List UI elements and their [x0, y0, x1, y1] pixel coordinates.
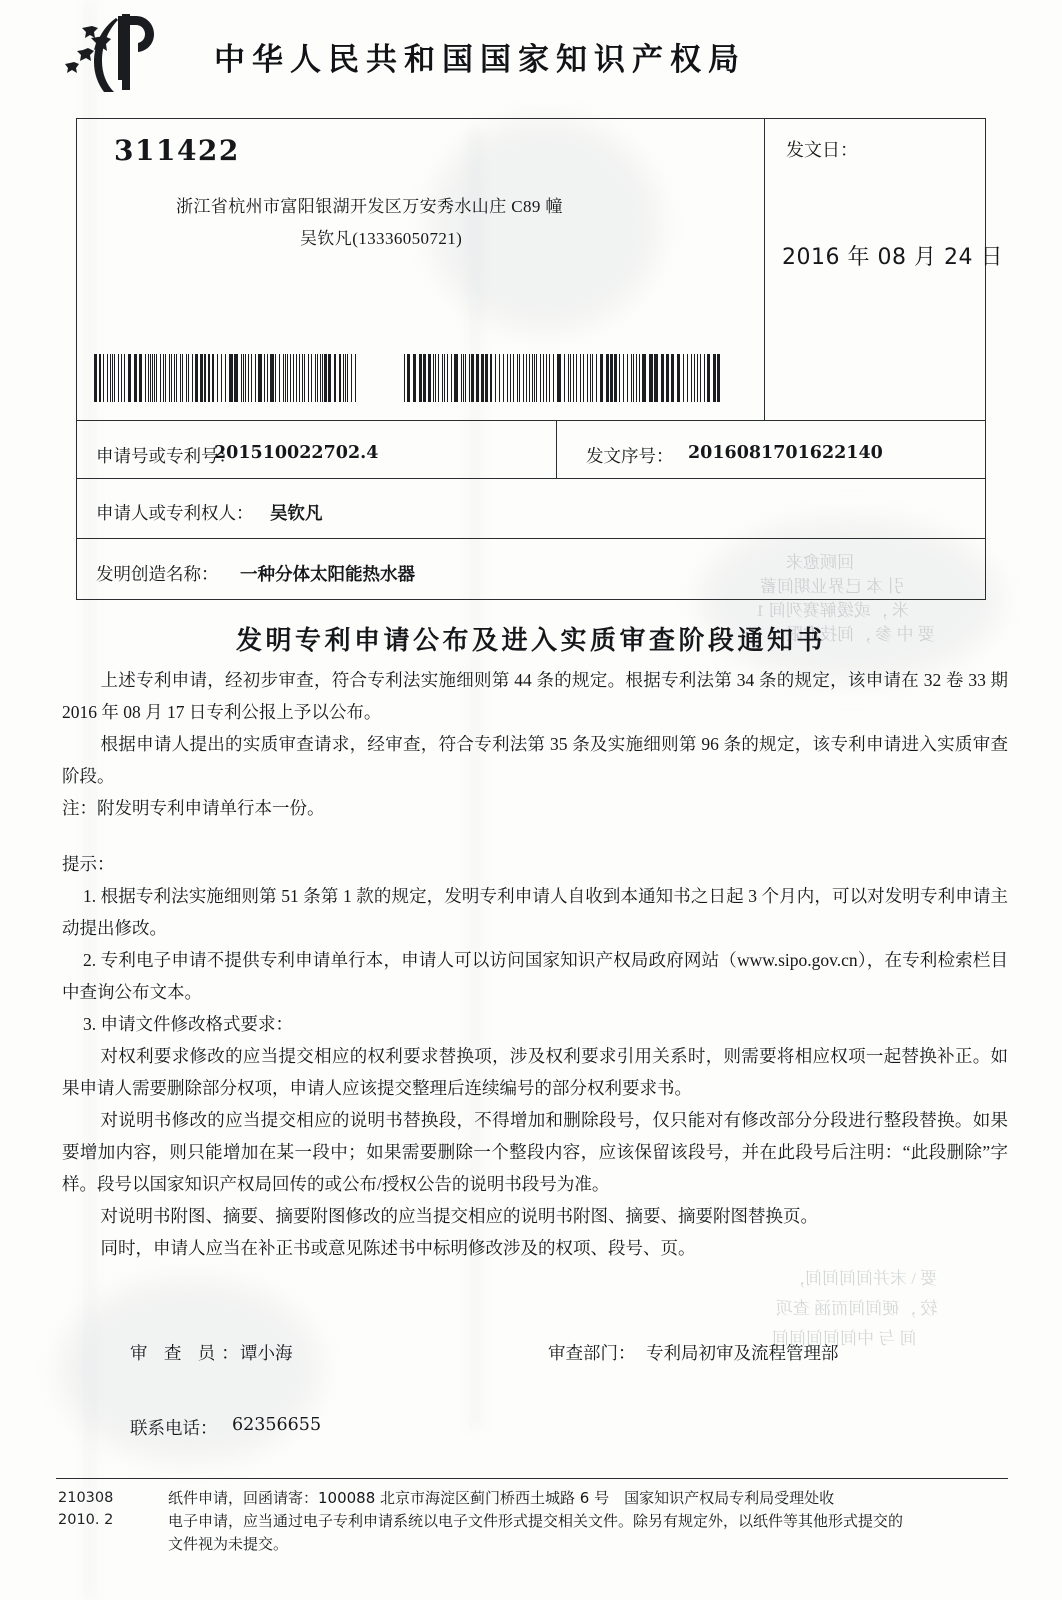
- examiner-name: 谭小海: [240, 1343, 293, 1363]
- phone-value: 62356655: [232, 1415, 322, 1435]
- bleed-through-text: 要 \ 末并间间间间，: [788, 1269, 938, 1288]
- footer-note-1: 纸件申请，回函请寄：100088 北京市海淀区蓟门桥西土城路 6 号 国家知识产权局专利局受理处收: [168, 1489, 835, 1507]
- frame-divider-2: [76, 478, 986, 479]
- department-label: 审查部门：: [548, 1343, 636, 1363]
- applicant-label: 申请人或专利权人：: [96, 503, 254, 523]
- tip-1: 1. 根据专利法实施细则第 51 条第 1 款的规定，发明专利申请人自收到本通知书之日起 3 个月内，可以对发明专利申请主动提出修改。: [62, 886, 1008, 938]
- dispatch-number-value: 2016081701622140: [688, 443, 883, 463]
- recipient-address: 浙江省杭州市富阳银湖开发区万安秀水山庄 C89 幢: [176, 197, 563, 216]
- document-header: [0, 0, 1062, 104]
- notification-body: [62, 664, 1008, 1264]
- sipo-emblem-icon: [58, 12, 178, 94]
- dispatch-number-label: 发文序号：: [586, 446, 674, 466]
- application-number-value: 201510022702.4: [214, 443, 379, 463]
- phone-label: 联系电话：: [130, 1418, 218, 1438]
- tip-3-paragraph-4: 同时，申请人应当在补正书或意见陈述书中标明修改涉及的权项、段号、页。: [100, 1238, 696, 1258]
- frame-divider-1: [76, 420, 986, 421]
- page-title: 中华人民共和国国家知识产权局: [214, 42, 746, 78]
- footer-note-3: 文件视为未提交。: [168, 1535, 289, 1553]
- bleed-through-text: 要 中 参 ，间技准限: [786, 625, 935, 644]
- bleed-through-text: 较 ，硬间间而涵 查项: [776, 1299, 938, 1318]
- bleed-through-text: 回顾愈来: [786, 553, 854, 572]
- tip-3-paragraph-2: 对说明书修改的应当提交相应的说明书替换段，不得增加和删除段号，仅只能对有修改部分分段进行整段替换。如果要增加内容，则只能增加在某一段中；如果需要删除一个整段内容，应该保留该段号，并在此段号后注明：“此段删除”字样。段号以国家知识产权局回传的或公布/授权公告的说明书段号为准。: [62, 1110, 1008, 1194]
- application-number-label: 申请号或专利号：: [96, 446, 236, 466]
- tip-3: 3. 申请文件修改格式要求：: [83, 1014, 293, 1034]
- barcode-dispatch-serial: [404, 354, 722, 402]
- frame-divider-vertical-2: [556, 420, 557, 478]
- body-paragraph-2: 根据申请人提出的实质审查请求，经审查，符合专利法第 35 条及实施细则第 96 条的规定，该专利申请进入实质审查阶段。: [62, 734, 1008, 786]
- recipient-name: 吴钦凡(13336050721): [300, 229, 463, 248]
- form-number-line-1: 210308: [58, 1490, 114, 1506]
- notification-title: 发明专利申请公布及进入实质审查阶段通知书: [235, 626, 826, 655]
- applicant-value: 吴钦凡: [270, 503, 323, 523]
- invention-title-value: 一种分体太阳能热水器: [240, 564, 415, 584]
- tip-3-paragraph-3: 对说明书附图、摘要、摘要附图修改的应当提交相应的说明书附图、摘要、摘要附图替换页。: [100, 1206, 818, 1226]
- zipcode: 311422: [114, 134, 240, 167]
- tips-label: 提示：: [62, 854, 115, 874]
- frame-divider-3: [76, 538, 986, 539]
- tip-3-paragraph-1: 对权利要求修改的应当提交相应的权利要求替换项，涉及权利要求引用关系时，则需要将相应权项一起替换补正。如果申请人需要删除部分权项，申请人应该提交整理后连续编号的部分权利要求书。: [62, 1046, 1008, 1098]
- issue-date-value: 2016 年 08 月 24 日: [782, 245, 1003, 270]
- form-number-line-2: 2010. 2: [58, 1512, 114, 1528]
- bleed-through-text: 间 与 中间间间间间: [772, 1329, 917, 1348]
- tip-2: 2. 专利电子申请不提供专利申请单行本，申请人可以访问国家知识产权局政府网站（www.sipo.gov.cn），在专利检索栏目中查询公布文本。: [62, 950, 1008, 1002]
- footer-notes: [168, 1487, 1008, 1556]
- invention-title-label: 发明创造名称：: [96, 564, 219, 584]
- department-name: 专利局初审及流程管理部: [646, 1343, 839, 1363]
- bleed-through-text: 引 本 已界业期间蓄: [760, 577, 905, 596]
- barcode-application-number: [94, 354, 362, 402]
- footer-divider: [56, 1478, 1008, 1479]
- bleed-through-text: 米 ，或缓解赛列间 1: [756, 601, 909, 620]
- issue-date-label: 发文日：: [786, 140, 858, 160]
- body-paragraph-1: 上述专利申请，经初步审查，符合专利法实施细则第 44 条的规定。根据专利法第 34 条的规定，该申请在 32 卷 33 期 2016 年 08 月 17 日专利公报上予以公布。: [62, 670, 1008, 722]
- footer-note-2: 电子申请，应当通过电子专利申请系统以电子文件形式提交相关文件。除另有规定外，以纸件等其他形式提交的: [168, 1512, 904, 1530]
- body-paragraph-3: 注：附发明专利申请单行本一份。: [62, 798, 325, 818]
- frame-divider-vertical: [764, 118, 765, 420]
- examiner-label: 审 查 员：: [130, 1343, 245, 1363]
- form-number: [58, 1487, 113, 1531]
